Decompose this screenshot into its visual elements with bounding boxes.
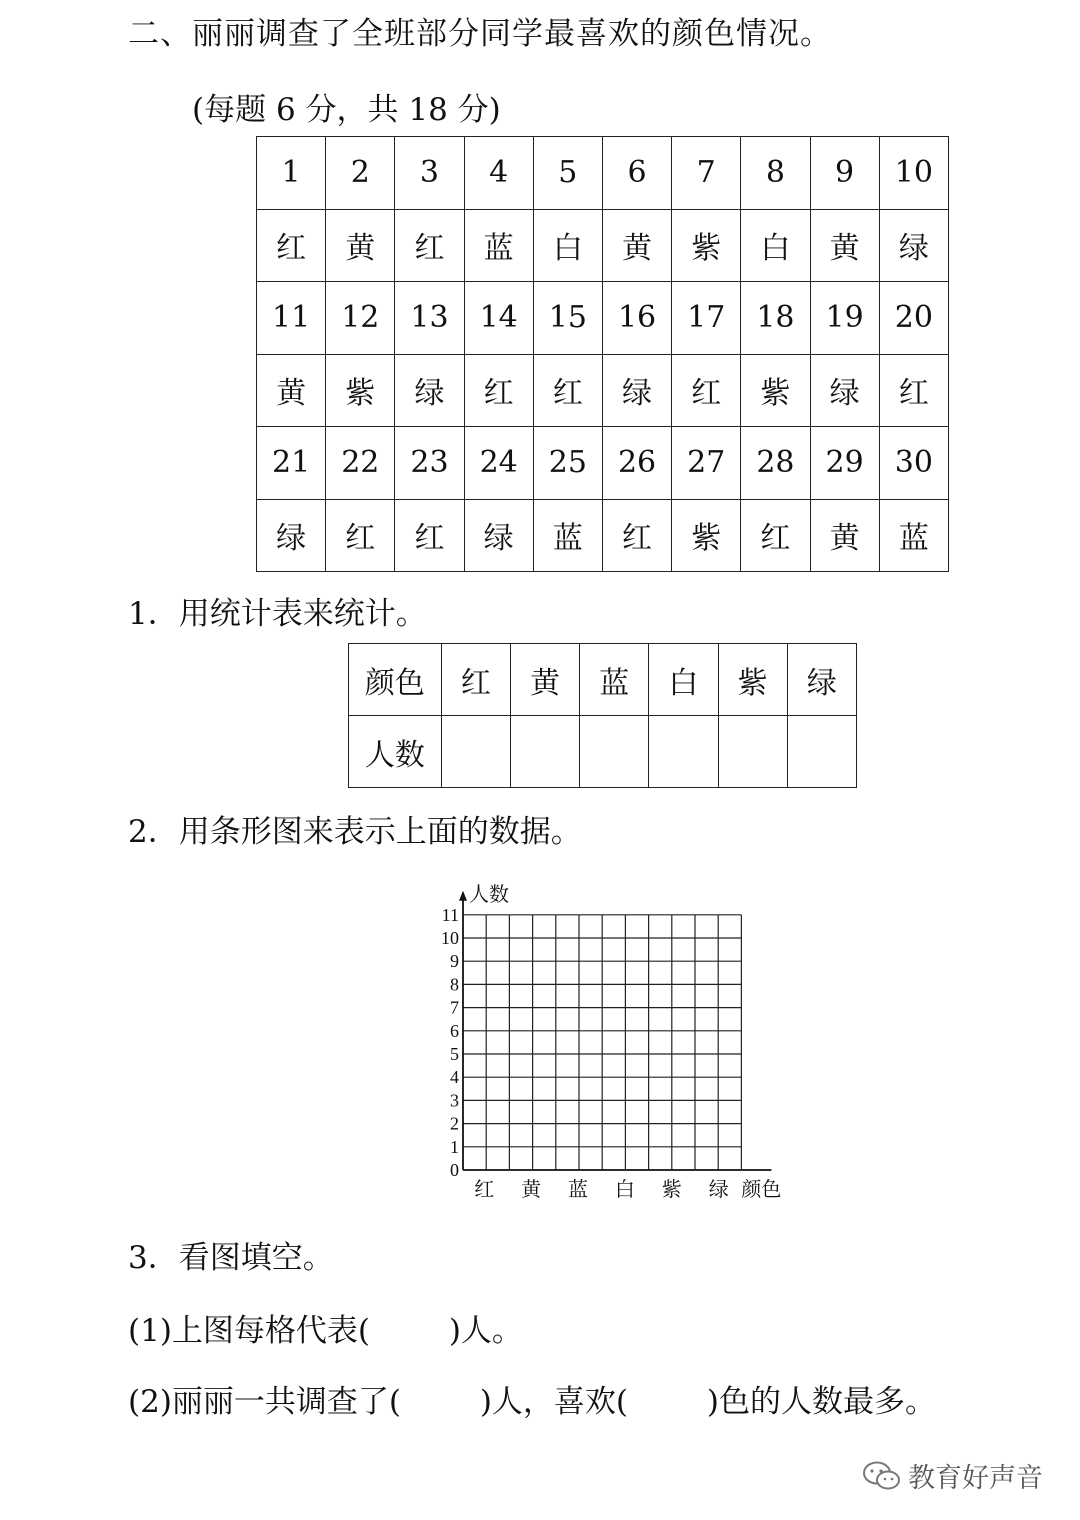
survey-cell: 红 xyxy=(741,499,810,572)
survey-cell: 绿 xyxy=(810,354,879,427)
survey-cell: 13 xyxy=(395,282,464,355)
bar-chart xyxy=(410,868,790,1208)
survey-cell: 17 xyxy=(672,282,741,355)
survey-row xyxy=(257,427,949,500)
survey-cell: 紫 xyxy=(741,354,810,427)
header-count: 人数 xyxy=(349,716,442,788)
survey-row xyxy=(257,282,949,355)
count-blank[interactable] xyxy=(718,716,787,788)
statistics-table xyxy=(348,643,857,788)
survey-cell: 10 xyxy=(879,137,948,210)
survey-cell: 红 xyxy=(257,209,326,282)
survey-cell: 29 xyxy=(810,427,879,500)
y-tick-label: 3 xyxy=(450,1090,459,1111)
y-tick-label: 7 xyxy=(450,997,459,1018)
survey-cell: 14 xyxy=(464,282,533,355)
color-cell: 黄 xyxy=(510,644,579,716)
survey-cell: 红 xyxy=(395,499,464,572)
y-tick-label: 5 xyxy=(450,1044,459,1064)
color-cell: 紫 xyxy=(718,644,787,716)
y-axis-arrow xyxy=(459,891,467,901)
survey-cell: 20 xyxy=(879,282,948,355)
survey-cell: 23 xyxy=(395,427,464,500)
color-cell: 蓝 xyxy=(580,644,649,716)
x-tick-label: 黄 xyxy=(521,1177,542,1201)
x-tick-label: 紫 xyxy=(661,1177,682,1201)
survey-row xyxy=(257,499,949,572)
survey-cell: 2 xyxy=(326,137,395,210)
color-cell: 白 xyxy=(649,644,718,716)
survey-row xyxy=(257,354,949,427)
survey-cell: 28 xyxy=(741,427,810,500)
survey-cell: 紫 xyxy=(672,209,741,282)
x-tick-label: 绿 xyxy=(708,1177,729,1201)
y-tick-label: 4 xyxy=(450,1067,459,1088)
survey-cell: 红 xyxy=(879,354,948,427)
survey-cell: 红 xyxy=(326,499,395,572)
survey-cell: 紫 xyxy=(672,499,741,572)
survey-cell: 21 xyxy=(257,427,326,500)
survey-cell: 25 xyxy=(533,427,602,500)
y-tick-label: 10 xyxy=(441,928,459,948)
question-2-title: 2．用条形图来表示上面的数据。 xyxy=(128,814,582,850)
survey-cell: 30 xyxy=(879,427,948,500)
survey-row xyxy=(257,137,949,210)
question-3-part-1: (1)上图每格代表( )人。 xyxy=(128,1313,523,1349)
y-tick-label: 9 xyxy=(450,951,459,972)
survey-cell: 3 xyxy=(395,137,464,210)
survey-cell: 白 xyxy=(741,209,810,282)
watermark xyxy=(862,1456,1043,1495)
section-heading: 二、丽丽调查了全班部分同学最喜欢的颜色情况。 xyxy=(128,16,832,52)
survey-cell: 16 xyxy=(602,282,671,355)
survey-cell: 19 xyxy=(810,282,879,355)
x-tick-label: 蓝 xyxy=(568,1177,588,1201)
count-blank[interactable] xyxy=(649,716,718,788)
survey-cell: 黄 xyxy=(257,354,326,427)
survey-cell: 黄 xyxy=(326,209,395,282)
survey-cell: 绿 xyxy=(602,354,671,427)
score-note: (每题 6 分，共 18 分) xyxy=(192,92,501,128)
x-axis-label: 颜色 xyxy=(741,1177,782,1201)
survey-cell: 黄 xyxy=(810,499,879,572)
survey-cell: 红 xyxy=(672,354,741,427)
survey-cell: 7 xyxy=(672,137,741,210)
watermark-text: 教育好声音 xyxy=(908,1463,1043,1494)
y-tick-label: 11 xyxy=(441,904,459,925)
survey-cell: 26 xyxy=(602,427,671,500)
survey-cell: 紫 xyxy=(326,354,395,427)
survey-row xyxy=(257,209,949,282)
survey-cell: 黄 xyxy=(602,209,671,282)
survey-cell: 11 xyxy=(257,282,326,355)
survey-cell: 红 xyxy=(464,354,533,427)
survey-cell: 6 xyxy=(602,137,671,210)
survey-cell: 绿 xyxy=(395,354,464,427)
survey-cell: 红 xyxy=(395,209,464,282)
x-tick-label: 白 xyxy=(614,1177,635,1201)
y-tick-label: 2 xyxy=(450,1113,459,1134)
wechat-icon xyxy=(862,1460,902,1492)
survey-cell: 黄 xyxy=(810,209,879,282)
question-1-title: 1．用统计表来统计。 xyxy=(128,596,427,632)
survey-cell: 1 xyxy=(257,137,326,210)
survey-cell: 红 xyxy=(533,354,602,427)
survey-cell: 27 xyxy=(672,427,741,500)
y-tick-label: 1 xyxy=(450,1136,459,1157)
count-blank[interactable] xyxy=(580,716,649,788)
survey-cell: 15 xyxy=(533,282,602,355)
header-color: 颜色 xyxy=(349,644,442,716)
survey-cell: 蓝 xyxy=(879,499,948,572)
question-3-title: 3．看图填空。 xyxy=(128,1240,334,1276)
survey-cell: 白 xyxy=(533,209,602,282)
survey-cell: 蓝 xyxy=(533,499,602,572)
survey-cell: 绿 xyxy=(464,499,533,572)
question-3-part-2: (2)丽丽一共调查了( )人，喜欢( )色的人数最多。 xyxy=(128,1384,936,1420)
survey-cell: 9 xyxy=(810,137,879,210)
survey-cell: 红 xyxy=(602,499,671,572)
y-axis-label: 人数 xyxy=(469,881,509,906)
survey-cell: 24 xyxy=(464,427,533,500)
color-cell: 绿 xyxy=(787,644,856,716)
x-tick-label: 红 xyxy=(474,1177,495,1201)
count-blank[interactable] xyxy=(510,716,579,788)
survey-cell: 4 xyxy=(464,137,533,210)
survey-cell: 8 xyxy=(741,137,810,210)
y-tick-label: 8 xyxy=(450,974,459,995)
survey-cell: 22 xyxy=(326,427,395,500)
survey-cell: 蓝 xyxy=(464,209,533,282)
survey-cell: 18 xyxy=(741,282,810,355)
count-blank[interactable] xyxy=(787,716,856,788)
y-tick-label: 6 xyxy=(450,1020,459,1041)
survey-cell: 绿 xyxy=(879,209,948,282)
survey-table xyxy=(256,136,949,572)
y-tick-label: 0 xyxy=(450,1160,459,1180)
survey-cell: 5 xyxy=(533,137,602,210)
survey-cell: 绿 xyxy=(257,499,326,572)
survey-cell: 12 xyxy=(326,282,395,355)
count-blank[interactable] xyxy=(441,716,510,788)
color-cell: 红 xyxy=(441,644,510,716)
